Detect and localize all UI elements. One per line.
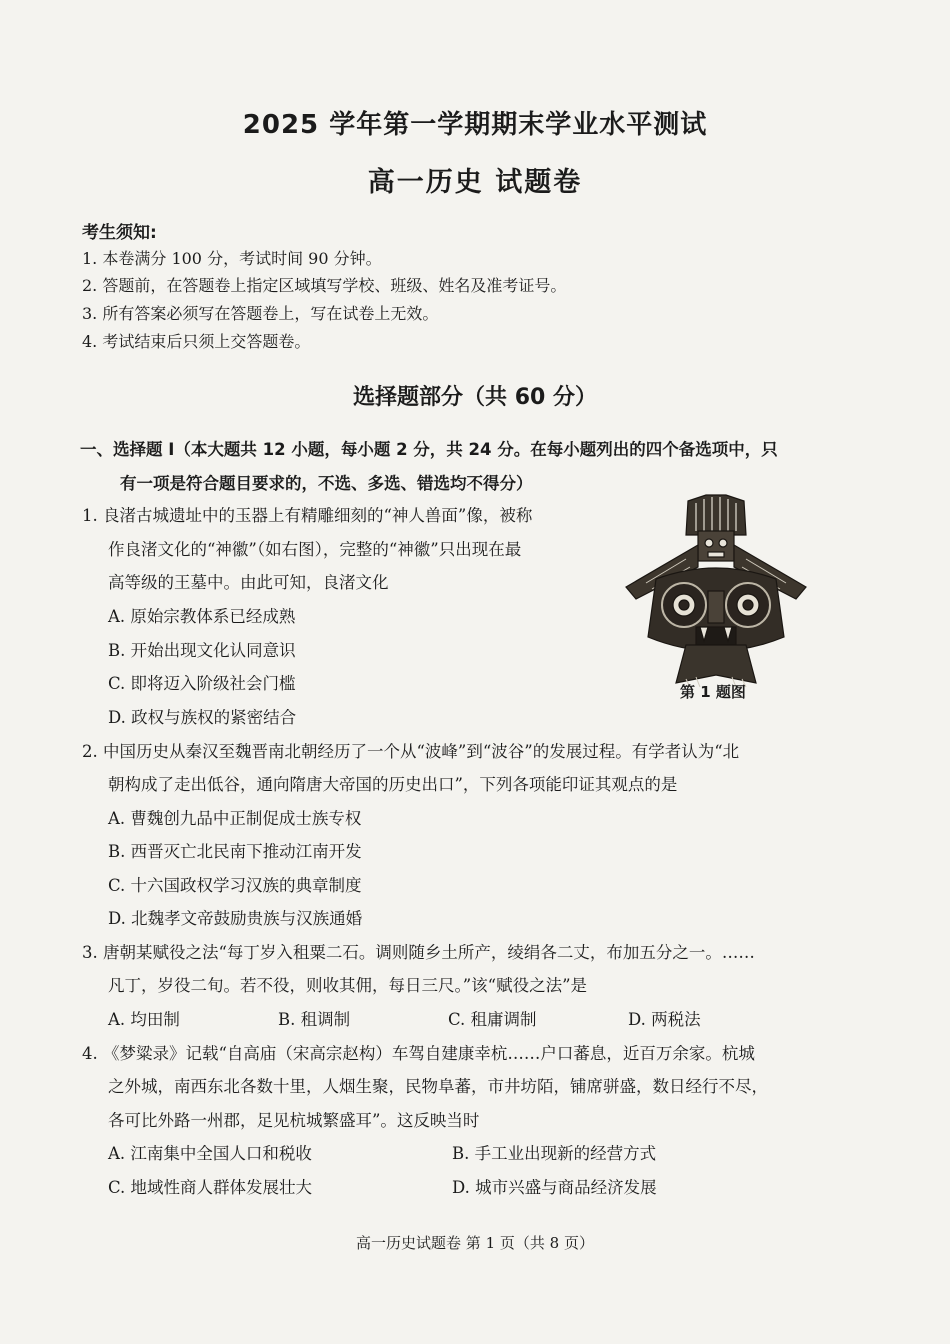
exam-title: 2025 学年第一学期期末学业水平测试 bbox=[242, 110, 708, 140]
q2-stem-line: 2. 中国历史从秦汉至魏晋南北朝经历了一个从“波峰”到“波谷”的发展过程。有学者认为“北 bbox=[82, 742, 740, 761]
notice-item: 3. 所有答案必须写在答题卷上，写在试卷上无效。 bbox=[82, 304, 439, 323]
figure-caption: 第 1 题图 bbox=[680, 683, 746, 701]
q2-stem-line: 朝构成了走出低谷，通向隋唐大帝国的历史出口”，下列各项能印证其观点的是 bbox=[108, 775, 678, 794]
notice-item: 4. 考试结束后只须上交答题卷。 bbox=[82, 332, 311, 351]
q1-stem-line: 高等级的王墓中。由此可知，良渚文化 bbox=[108, 573, 389, 592]
notice-item: 2. 答题前，在答题卷上指定区域填写学校、班级、姓名及准考证号。 bbox=[82, 276, 567, 295]
q2-option-b: B. 西晋灭亡北民南下推动江南开发 bbox=[108, 842, 362, 861]
q4-option-b: B. 手工业出现新的经营方式 bbox=[452, 1144, 657, 1163]
q3-option-d: D. 两税法 bbox=[628, 1010, 701, 1029]
notice-heading: 考生须知: bbox=[82, 223, 157, 243]
q4-option-c: C. 地域性商人群体发展壮大 bbox=[108, 1178, 313, 1197]
notice-item: 1. 本卷满分 100 分，考试时间 90 分钟。 bbox=[82, 249, 382, 268]
part-instructions-line1: 一、选择题 I（本大题共 12 小题，每小题 2 分，共 24 分。在每小题列出的四个备选项中，只 bbox=[80, 440, 778, 459]
part-instructions-line2: 有一项是符合题目要求的，不选、多选、错选均不得分） bbox=[120, 474, 533, 493]
q2-option-c: C. 十六国政权学习汉族的典章制度 bbox=[108, 876, 362, 895]
q4-option-a: A. 江南集中全国人口和税收 bbox=[108, 1144, 312, 1163]
q2-option-a: A. 曹魏创九品中正制促成士族专权 bbox=[108, 809, 362, 828]
shenhui-emblem-figure bbox=[616, 487, 816, 697]
q1-option-c: C. 即将迈入阶级社会门槛 bbox=[108, 674, 296, 693]
q3-option-a: A. 均田制 bbox=[108, 1010, 180, 1029]
q2-option-d: D. 北魏孝文帝鼓励贵族与汉族通婚 bbox=[108, 909, 363, 928]
q1-option-b: B. 开始出现文化认同意识 bbox=[108, 641, 296, 660]
exam-subtitle: 高一历史 试题卷 bbox=[367, 167, 583, 198]
q3-stem-line: 3. 唐朝某赋役之法“每丁岁入租粟二石。调则随乡土所产，绫绢各二丈，布加五分之一。…… bbox=[82, 943, 755, 962]
q1-stem-line: 1. 良渚古城遗址中的玉器上有精雕细刻的“神人兽面”像，被称 bbox=[82, 506, 533, 525]
q1-option-d: D. 政权与族权的紧密结合 bbox=[108, 708, 297, 727]
q4-stem-line: 各可比外路一州郡，足见杭城繁盛耳”。这反映当时 bbox=[108, 1111, 480, 1130]
q1-option-a: A. 原始宗教体系已经成熟 bbox=[108, 607, 296, 626]
q3-option-c: C. 租庸调制 bbox=[448, 1010, 537, 1029]
q4-option-d: D. 城市兴盛与商品经济发展 bbox=[452, 1178, 657, 1197]
q4-stem-line: 之外城，南西东北各数十里，人烟生聚，民物阜蕃，市井坊陌，铺席骈盛，数日经行不尽， bbox=[108, 1077, 768, 1096]
section-title: 选择题部分（共 60 分） bbox=[353, 385, 597, 410]
q3-option-b: B. 租调制 bbox=[278, 1010, 351, 1029]
page-footer: 高一历史试题卷 第 1 页（共 8 页） bbox=[356, 1234, 594, 1252]
q1-stem-line: 作良渚文化的“神徽”（如右图），完整的“神徽”只出现在最 bbox=[108, 540, 522, 559]
q4-stem-line: 4. 《梦粱录》记载“自高庙（宋高宗赵构）车驾自建康幸杭……户口蕃息，近百万余家。杭城 bbox=[82, 1044, 755, 1063]
q3-stem-line: 凡丁，岁役二旬。若不役，则收其佣，每日三尺。”该“赋役之法”是 bbox=[108, 976, 588, 995]
